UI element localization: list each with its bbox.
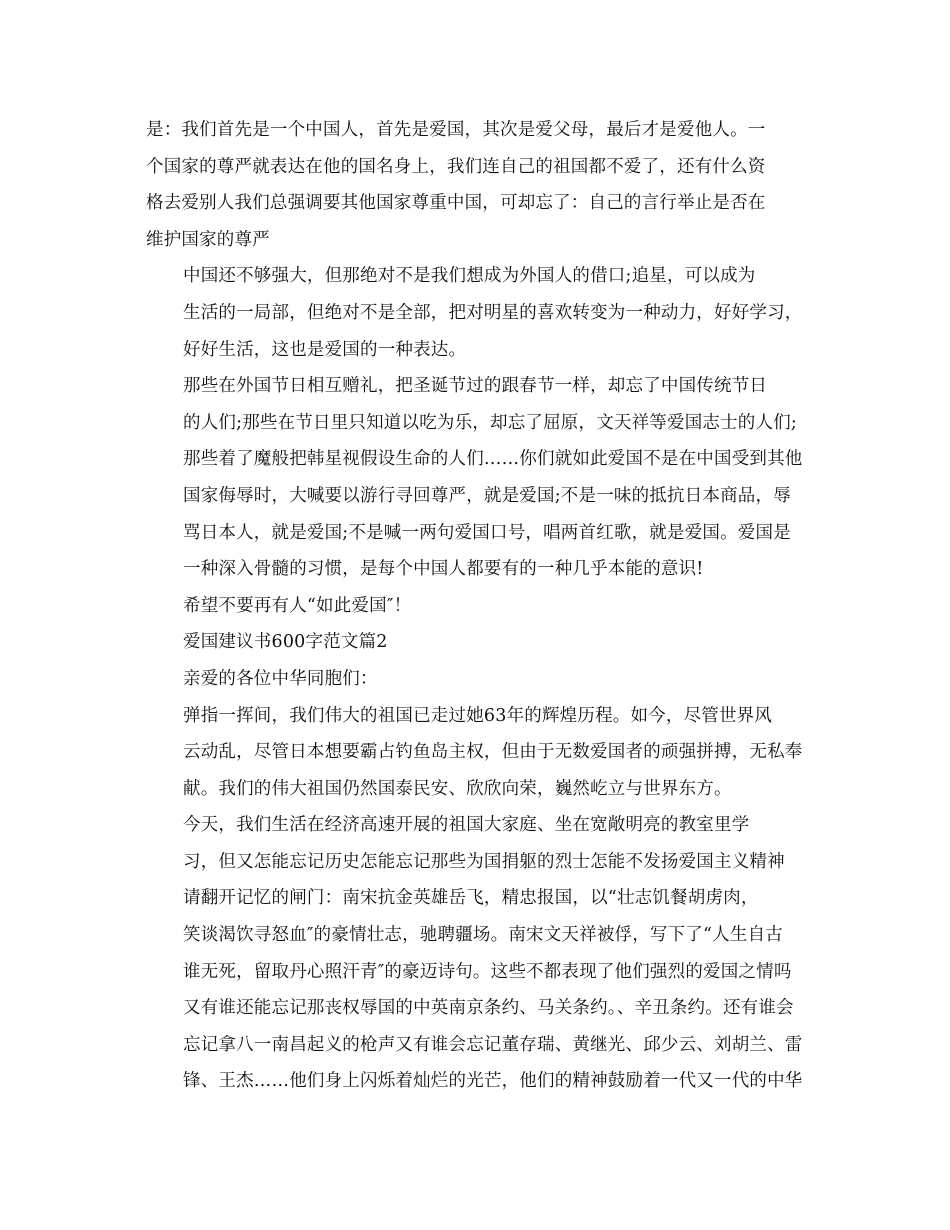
text-line: 习，但又怎能忘记历史怎能忘记那些为国捐躯的烈士怎能不发扬爱国主义精神 [183, 851, 785, 872]
text-line: 那些在外国节日相互赠礼，把圣诞节过的跟春节一样，却忘了中国传统节日 [183, 376, 768, 397]
text-line: 一种深入骨髓的习惯，是每个中国人都要有的一种几乎本能的意识! [183, 559, 704, 580]
paragraph-7 [146, 880, 810, 1100]
paragraph-6 [146, 807, 810, 880]
text-line: 今天，我们生活在经济高速开展的祖国大家庭、坐在宽敞明亮的教室里学 [183, 815, 750, 836]
text-line: 那些着了魔般把韩星视假设生命的人们……你们就如此爱国不是在中国受到其他 [183, 449, 803, 470]
text-line: 锋、王杰……他们身上闪烁着灿烂的光芒，他们的精神鼓励着一代又一代的中华 [183, 1071, 803, 1092]
paragraph-1 [146, 112, 810, 258]
text-line: 又有谁还能忘记那丧权辱国的中英南京条约、马关条约。、辛丑条约。还有谁会 [183, 998, 794, 1019]
paragraph-4 [146, 588, 810, 625]
text-line: 中国还不够强大，但那绝对不是我们想成为外国人的借口;追星，可以成为 [183, 266, 756, 287]
text-line: 谁无死，留取丹心照汗青″的豪迈诗句。这些不都表现了他们强烈的爱国之情吗 [183, 961, 792, 982]
text-line: 个国家的尊严就表达在他的国名身上，我们连自己的祖国都不爱了，还有什么资 [146, 156, 766, 177]
text-line: 忘记拿八一南昌起义的枪声又有谁会忘记董存瑞、黄继光、邱少云、刘胡兰、雷 [183, 1034, 803, 1055]
text-line: 献。我们的伟大祖国仍然国泰民安、欣欣向荣，巍然屹立与世界东方。 [183, 778, 732, 799]
text-line: 希望不要再有人“如此爱国″！ [183, 595, 412, 616]
text-line: 国家侮辱时，大喊要以游行寻回尊严，就是爱国;不是一味的抵抗日本商品，辱 [183, 485, 791, 506]
document-body [146, 112, 810, 1100]
text-line: 云动乱，尽管日本想要霸占钓鱼岛主权，但由于无数爱国者的顽强拼搏，无私奉 [183, 742, 803, 763]
text-line: 是：我们首先是一个中国人，首先是爱国，其次是爱父母，最后才是爱他人。一 [146, 120, 766, 140]
text-line: 亲爱的各位中华同胞们： [183, 668, 378, 689]
text-line: 的人们;那些在节日里只知道以吃为乐，却忘了屈原，文天祥等爱国志士的人们; [183, 412, 797, 433]
text-line: 好好生活，这也是爱国的一种表达。 [183, 339, 467, 360]
text-line: 弹指一挥间，我们伟大的祖国已走过她63年的辉煌历程。如今，尽管世界风 [183, 705, 773, 726]
salutation [146, 661, 810, 698]
section-heading [146, 624, 810, 661]
text-line: 骂日本人，就是爱国;不是喊一两句爱国口号，唱两首红歌，就是爱国。爱国是 [183, 522, 791, 543]
text-line: 请翻开记忆的闸门：南宋抗金英雄岳飞，精忠报国，以“壮志饥餐胡虏肉， [183, 888, 759, 909]
text-line: 格去爱别人我们总强调要其他国家尊重中国，可却忘了：自己的言行举止是否在 [146, 193, 766, 214]
paragraph-3 [146, 368, 810, 588]
paragraph-2 [146, 258, 810, 368]
paragraph-5 [146, 698, 810, 808]
text-line: 笑谈渴饮寻怒血″的豪情壮志，驰聘疆场。南宋文天祥被俘，写下了“人生自古 [183, 925, 783, 946]
text-line: 爱国建议书600字范文篇2 [183, 632, 388, 653]
text-line: 维护国家的尊严 [146, 229, 270, 250]
text-line: 生活的一局部，但绝对不是全部，把对明星的喜欢转变为一种动力，好好学习， [183, 302, 803, 323]
